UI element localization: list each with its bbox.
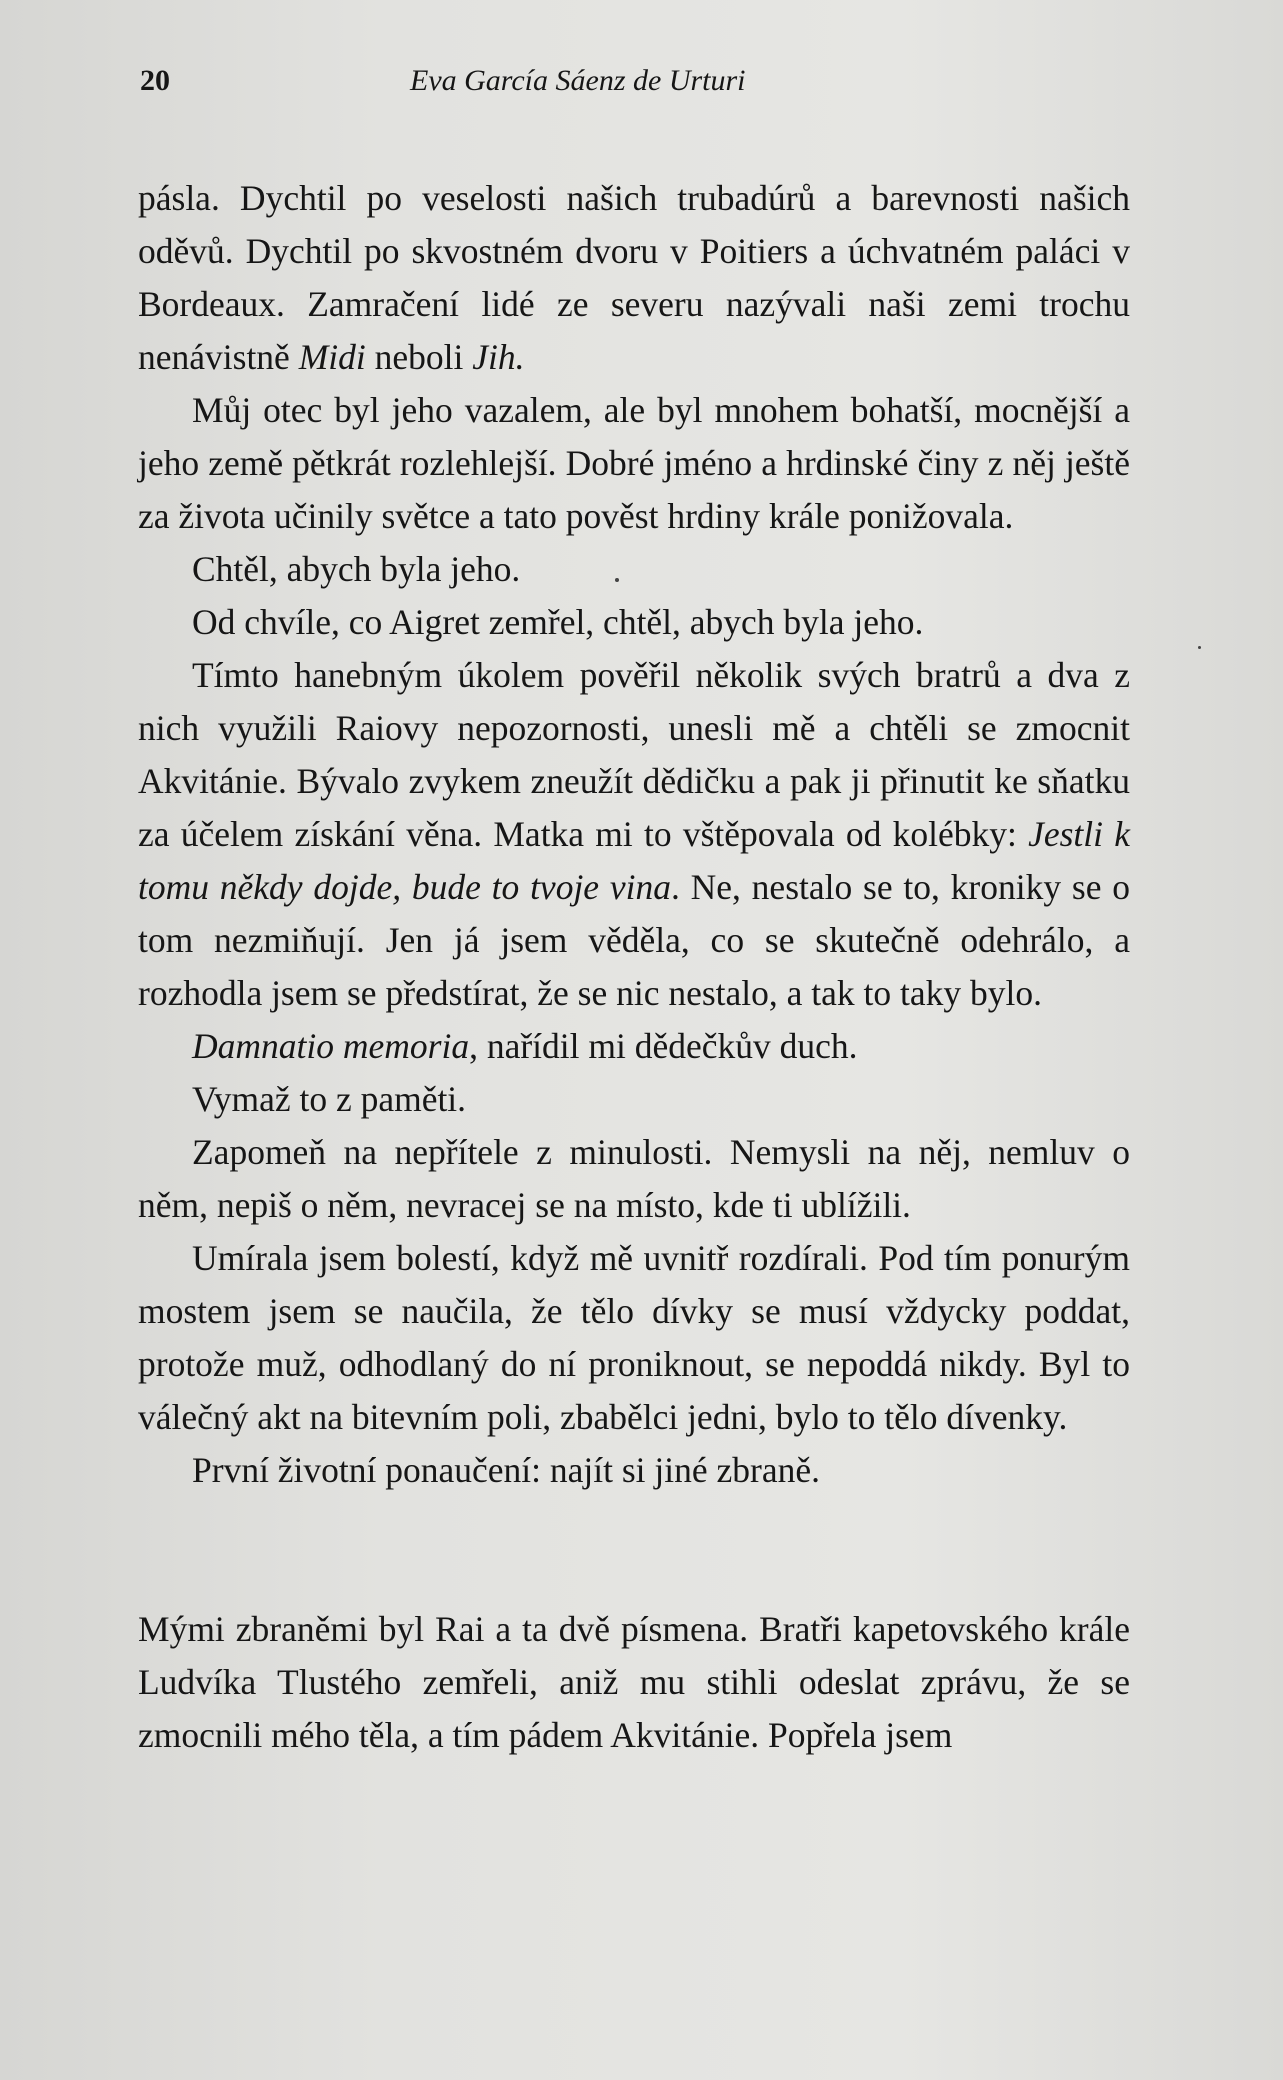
emphasis-jih: Jih. — [472, 337, 525, 377]
paragraph-9: Umírala jsem bolestí, když mě uvnitř rozdírali. Pod tím ponurým mostem jsem se naučila, že tělo dívky se musí vždycky poddat, protože muž, odhodlaný do ní proniknout, se nepoddá nikdy. Byl to válečný akt na bitevním poli, zbabělci jedni, bylo to tělo dívenky. — [138, 1238, 1130, 1437]
paper-speck — [615, 578, 619, 582]
paragraph-1: pásla. Dychtil po veselosti našich trubadúrů a barevnosti našich oděvů. Dychtil po skvostném dvoru v Poitiers a úchvatném paláci v Bordeaux. Zamračení lidé ze severu nazývali naši zemi trochu nenávistně Midi neboli Jih. — [138, 178, 1130, 377]
paragraph-7: Vymaž to z paměti. — [192, 1079, 467, 1119]
paragraph-4: Od chvíle, co Aigret zemřel, chtěl, abych byla jeho. — [192, 602, 924, 642]
section-break — [138, 1497, 1130, 1603]
page-header — [140, 64, 1130, 108]
section-2-paragraph: Mými zbraněmi byl Rai a ta dvě písmena. Bratři kapetovského krále Ludvíka Tlustého zemřeli, aniž mu stihli odeslat zprávu, že se zmocnili mého těla, a tím pádem Akvitánie. Popřela jsem — [138, 1609, 1130, 1755]
emphasis-midi: Midi — [298, 337, 366, 377]
paragraph-8: Zapomeň na nepřítele z minulosti. Nemysli na něj, nemluv o něm, nepiš o něm, nevracej se na místo, kde ti ublížili. — [138, 1132, 1130, 1225]
running-head: Eva García Sáenz de Urturi — [410, 64, 746, 97]
emphasis-quote: Jestli k tomu někdy dojde, bude to tvoje vina — [138, 814, 1130, 907]
paragraph-2: Můj otec byl jeho vazalem, ale byl mnohem bohatší, mocnější a jeho země pětkrát rozlehlejší. Dobré jméno a hrdinské činy z něj ještě za života učinily světce a tato pověst hrdiny krále ponižovala. — [138, 390, 1130, 536]
emphasis-damnatio: Damnatio memoria — [192, 1026, 470, 1066]
paragraph-3: Chtěl, abych byla jeho. — [192, 549, 521, 589]
paragraph-6: Damnatio memoria, nařídil mi dědečkův duch. — [192, 1026, 858, 1066]
page-number: 20 — [140, 64, 170, 97]
paragraph-5: Tímto hanebným úkolem pověřil několik svých bratrů a dva z nich využili Raiovy nepozornosti, unesli mě a chtěli se zmocnit Akvitánie. Bývalo zvykem zneužít dědičku a pak ji přinutit ke sňatku za účelem získání věna. Matka mi to vštěpovala od kolébky: Jestli k tomu někdy dojde, bude to tvoje vina. Ne, nestalo se to, kroniky se o tom nezmiňují. Jen já jsem věděla, co se skutečně odehrálo, a rozhodla jsem se předstírat, že se nic nestalo, a tak to taky bylo. — [138, 655, 1130, 1013]
body-text — [138, 172, 1130, 1762]
paragraph-10: První životní ponaučení: najít si jiné zbraně. — [192, 1450, 820, 1490]
paper-speck — [1198, 646, 1201, 649]
